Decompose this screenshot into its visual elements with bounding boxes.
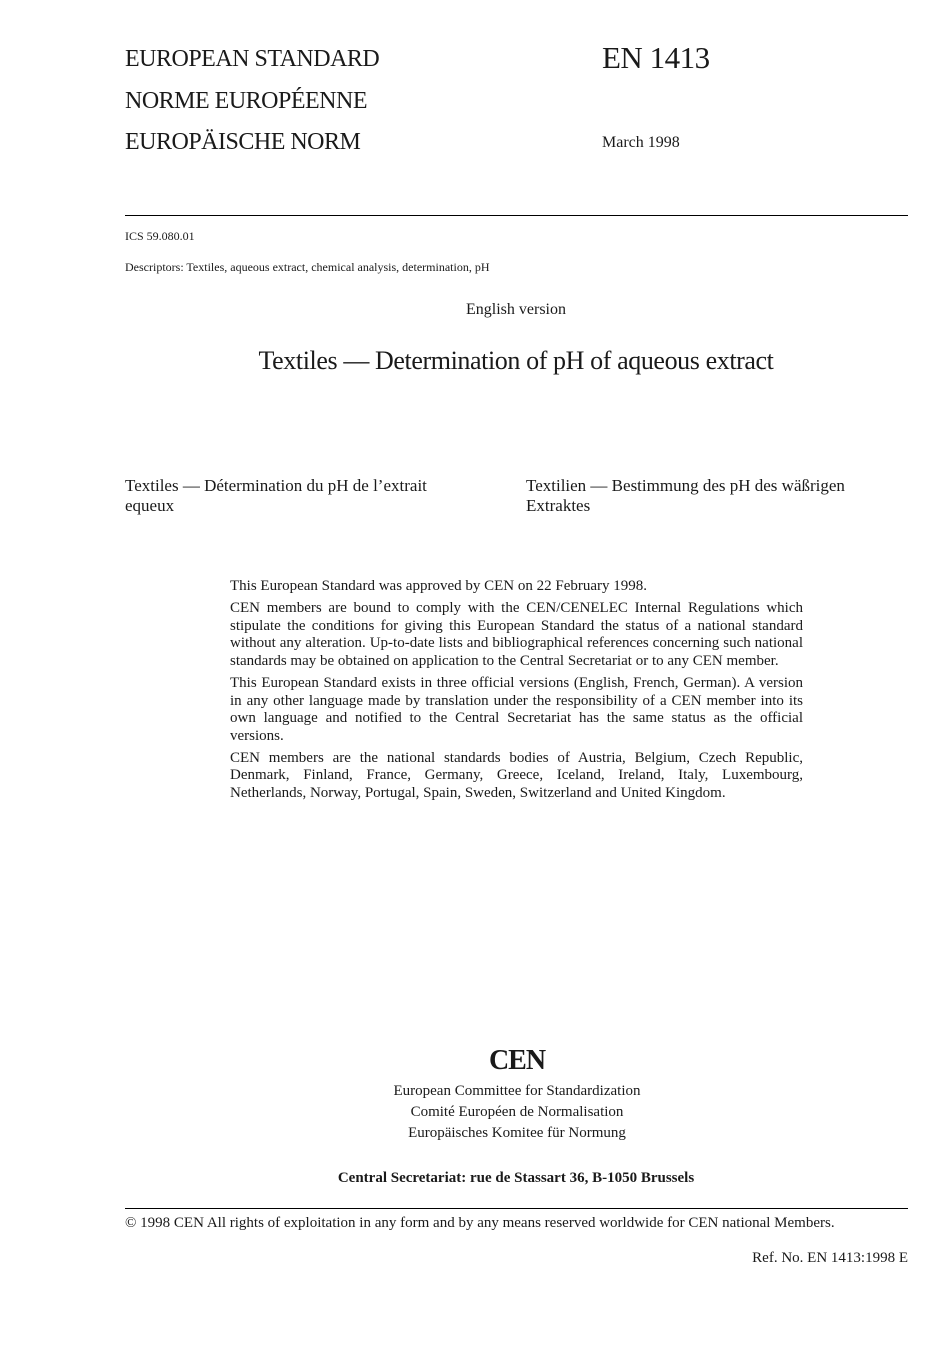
approval-paragraph: This European Standard was approved by CEN on 22 February 1998. [230, 578, 647, 594]
cen-logo: CEN [488, 1045, 546, 1076]
reference-number: Ref. No. EN 1413:1998 E [752, 1250, 908, 1266]
header-divider [125, 215, 908, 216]
regulations-paragraph: CEN members are bound to comply with the CEN/CENELEC Internal Regulations which stipulate the conditions for giving this European Standard the status of a national standard without any alteration. Up-to-date lists and bibliographical references concerning such national standards may be obtained on application to the Central Secretariat or to any CEN member. [230, 600, 803, 669]
standard-number: EN 1413 [602, 40, 710, 75]
members-paragraph: CEN members are the national standards bodies of Austria, Belgium, Czech Republic, Denmark, Finland, France, Germany, Greece, Iceland, Ireland, Italy, Luxembourg, Netherlands, Norway, Portugal, Spain, Sweden, Switzerland and United Kingdom. [230, 749, 803, 802]
approval-text [230, 578, 803, 807]
header-title-en: EUROPEAN STANDARD [125, 46, 380, 72]
committee-de: Europäisches Komitee für Normung [408, 1125, 626, 1141]
version-label: English version [466, 301, 566, 318]
committee-fr: Comité Européen de Normalisation [410, 1104, 624, 1120]
header-title-fr: NORME EUROPÉENNE [125, 88, 367, 114]
ics-code: ICS 59.080.01 [125, 229, 195, 243]
footer-divider [125, 1208, 908, 1209]
descriptors: Descriptors: Textiles, aqueous extract, chemical analysis, determination, pH [125, 260, 490, 274]
document-title: Textiles — Determination of pH of aqueous extract [258, 346, 774, 375]
versions-paragraph: This European Standard exists in three official versions (English, French, German). A version in any other language made by translation under the responsibility of a CEN member into its own language and notified to the Central Secretariat has the same status as the official versions. [230, 674, 803, 744]
title-french: Textiles — Détermination du pH de l’extrait equeux [125, 476, 427, 515]
copyright-notice: © 1998 CEN All rights of exploitation in any form and by any means reserved worldwide for CEN national Members. [125, 1215, 835, 1231]
title-german: Textilien — Bestimmung des pH des wäßrigen Extraktes [526, 476, 845, 515]
committee-en: European Committee for Standardization [393, 1083, 641, 1099]
publication-date: March 1998 [602, 134, 680, 151]
secretariat-address: Central Secretariat: rue de Stassart 36, B-1050 Brussels [337, 1170, 695, 1186]
header-title-de: EUROPÄISCHE NORM [125, 129, 361, 155]
